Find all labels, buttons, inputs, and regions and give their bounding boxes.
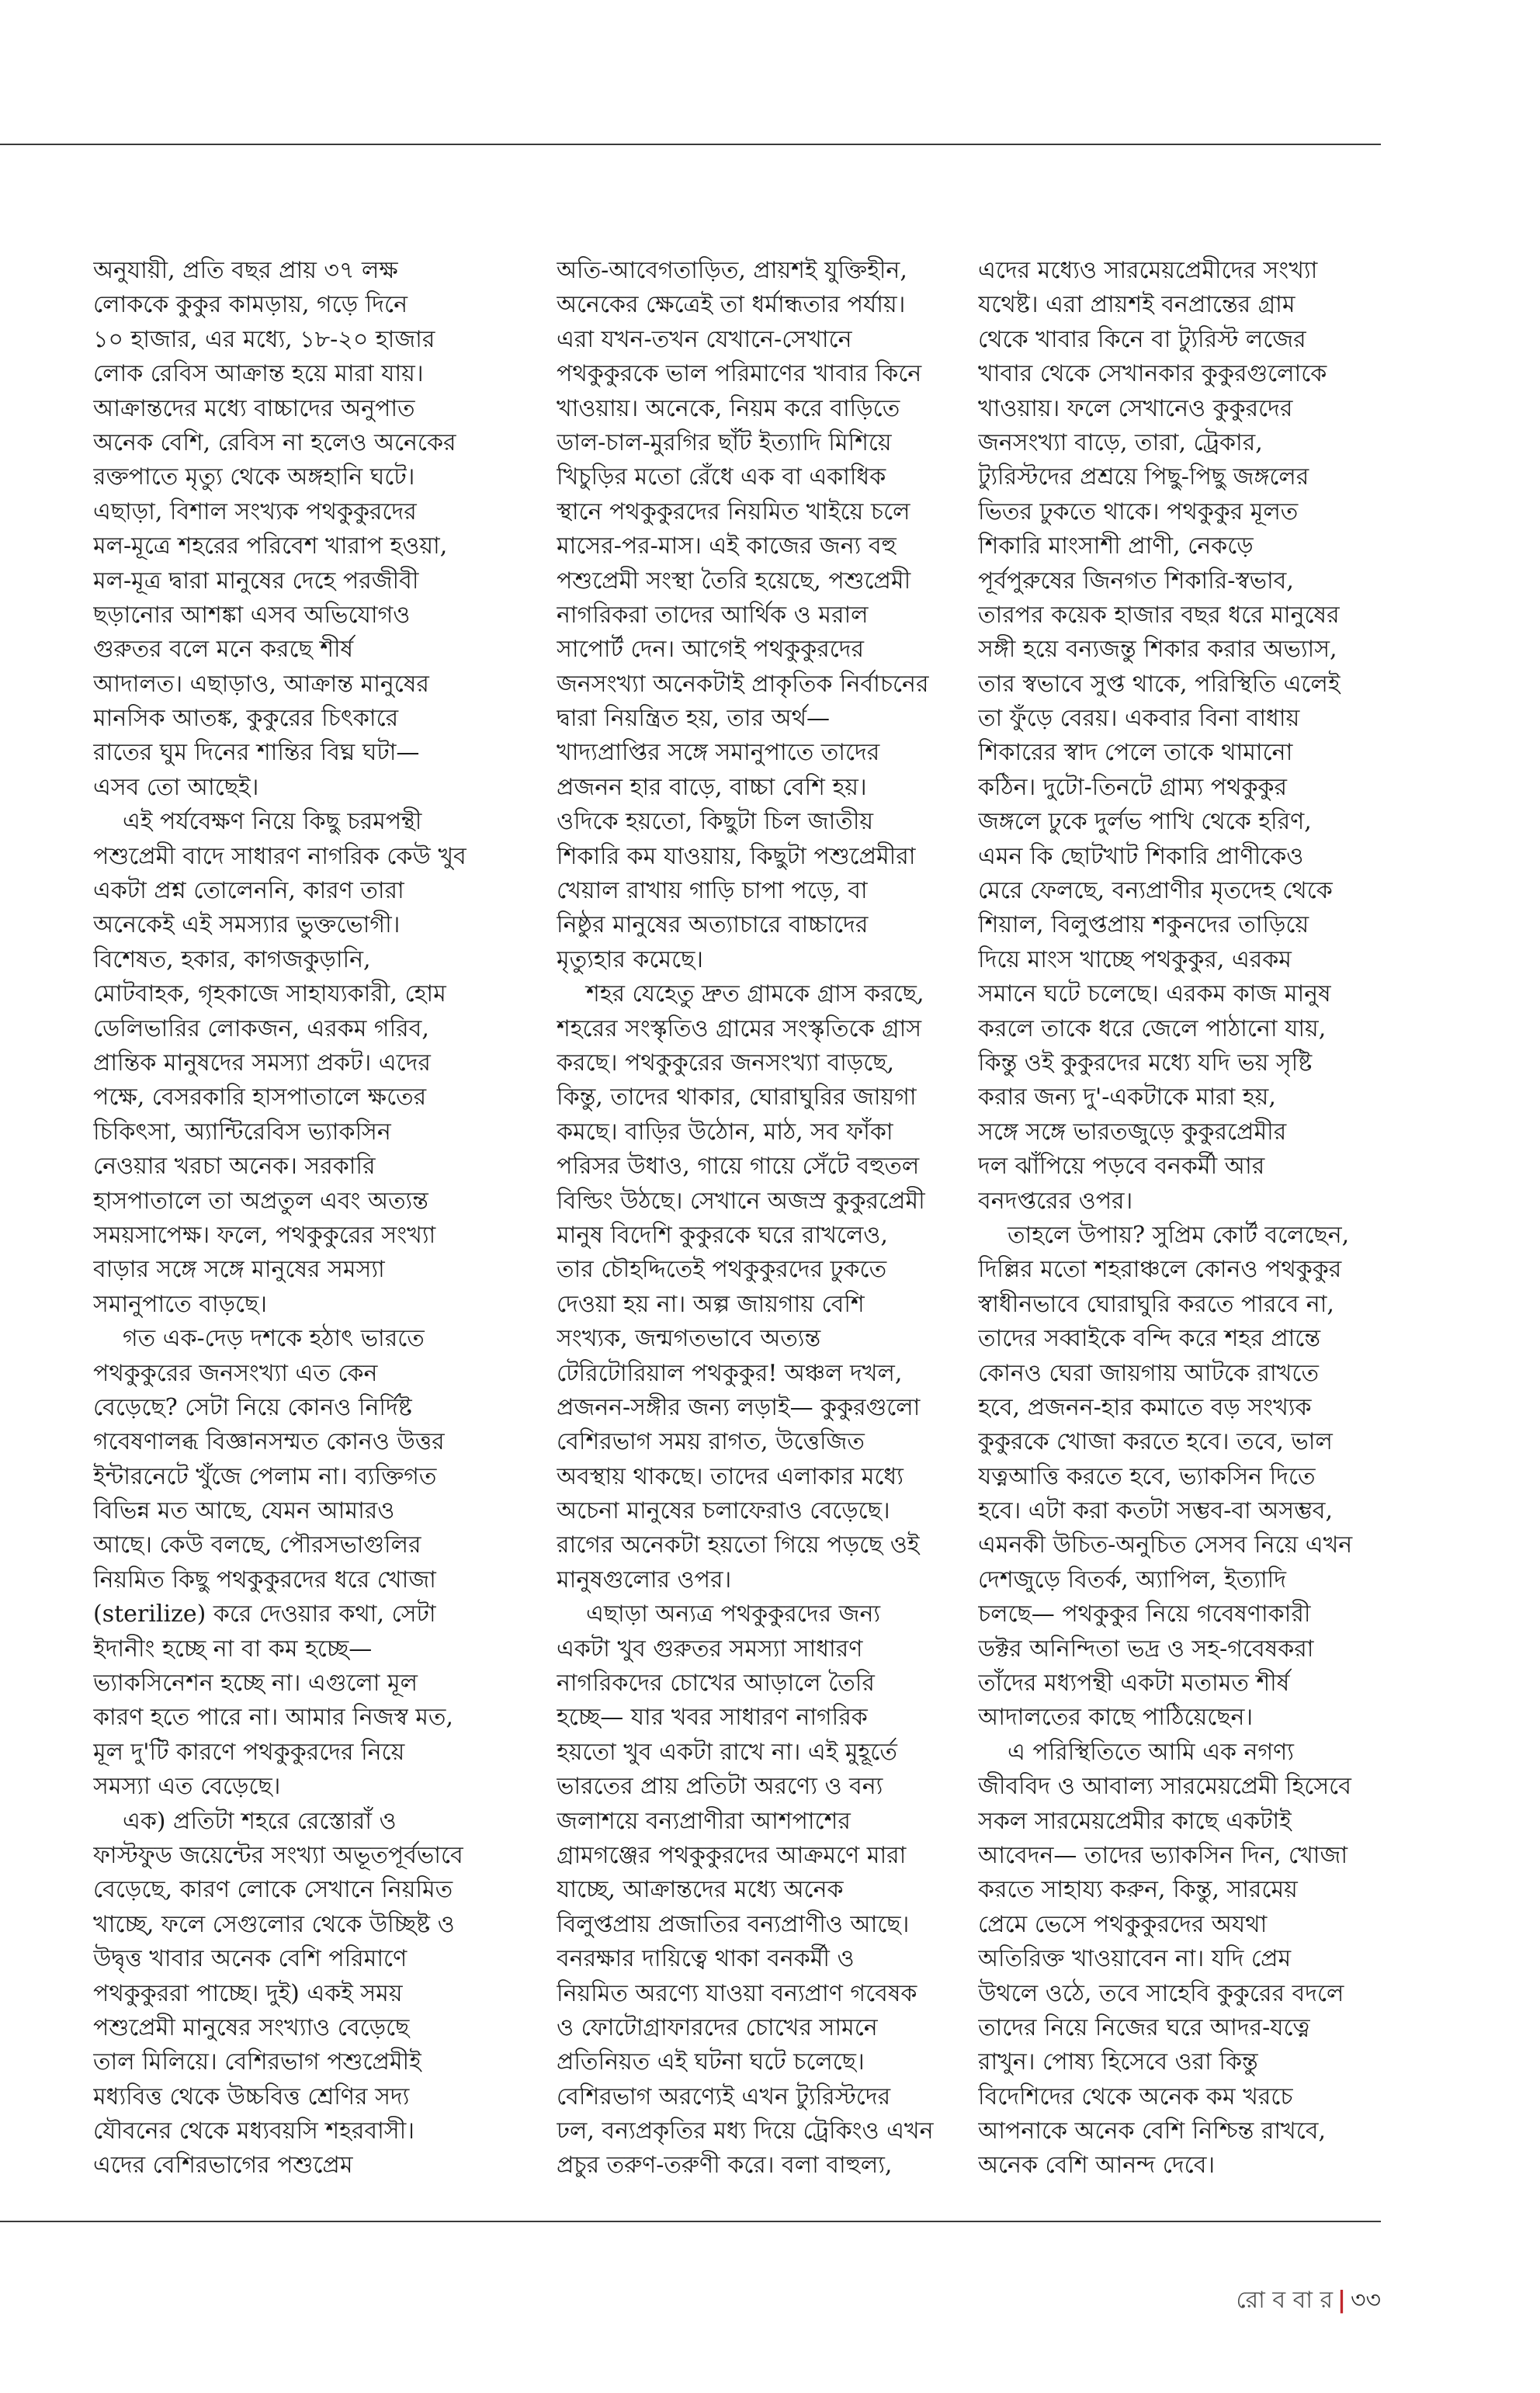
text-line: তাঁদের মধ্যপন্থী একটা মতামত শীর্ষ [978,1670,1290,1698]
text-line: শিকারি কম যাওয়ায়, কিছুটা পশুপ্রেমীরা [557,842,916,870]
text-line: এছাড়া, বিশাল সংখ্যক পথকুকুরদের [93,498,417,525]
text-line: পথকুকুরের জনসংখ্যা এত কেন [93,1359,378,1387]
text-line: ডাল-চাল-মুরগির ছাঁট ইত্যাদি মিশিয়ে [557,428,892,456]
text-line: বাড়ার সঙ্গে সঙ্গে মানুষের সমস্যা [93,1256,385,1284]
text-line: এই পর্যবেক্ষণ নিয়ে কিছু চরমপন্থী [123,808,422,836]
text-line: সকল সারমেয়প্রেমীর কাছে একটাই [978,1807,1292,1835]
text-line: মানুষ বিদেশি কুকুরকে ঘরে রাখলেও, [557,1221,888,1249]
text-line: নেওয়ার খরচা অনেক। সরকারি [93,1153,376,1181]
text-line: যাচ্ছে, আক্রান্তদের মধ্যে অনেক [557,1876,844,1904]
text-line: ইদানীং হচ্ছে না বা কম হচ্ছে— [93,1635,373,1663]
text-line: খাচ্ছে, ফলে সেগুলোর থেকে উচ্ছিষ্ট ও [93,1910,455,1938]
text-line: উথলে ওঠে, তবে সাহেবি কুকুরের বদলে [978,1979,1344,2007]
text-line: গ্রামগঞ্জের পথকুকুরদের আক্রমণে মারা [557,1841,907,1869]
text-line: করতে সাহায্য করুন, কিন্তু, সারমেয় [978,1876,1298,1904]
text-line: আদালতের কাছে পাঠিয়েছেন। [978,1704,1254,1732]
text-line: (sterilize) করে দেওয়ার কথা, সেটা [93,1601,436,1628]
text-line: দিল্লির মতো শহরাঞ্চলে কোনও পথকুকুর [978,1256,1342,1284]
text-line: এমনকী উচিত-অনুচিত সেসব নিয়ে এখন [978,1531,1353,1559]
text-line: দ্বারা নিয়ন্ত্রিত হয়, তার অর্থ— [557,705,831,733]
text-line: তাদের সব্বাইকে বন্দি করে শহর প্রান্তে [978,1325,1321,1353]
text-line: নাগরিকরা তাদের আর্থিক ও মরাল [557,601,869,629]
text-line: কারণ হতে পারে না। আমার নিজস্ব মত, [93,1704,453,1732]
text-line: থেকে খাবার কিনে বা ট্যুরিস্ট লজের [978,325,1306,353]
text-line: নিয়মিত কিছু পথকুকুরদের ধরে খোজা [93,1566,436,1594]
text-line: মেরে ফেলছে, বন্যপ্রাণীর মৃতদেহ থেকে [978,877,1333,905]
text-line: আবেদন— তাদের ভ্যাকসিন দিন, খোজা [978,1841,1348,1869]
text-line: বেড়েছে? সেটা নিয়ে কোনও নির্দিষ্ট [93,1393,412,1421]
text-line: বিল্ডিং উঠছে। সেখানে অজস্র কুকুরপ্রেমী [557,1187,925,1215]
text-line: অনেকের ক্ষেত্রেই তা ধর্মান্ধতার পর্যায়। [557,291,906,319]
text-line: প্রজনন-সঙ্গীর জন্য লড়াই— কুকুরগুলো [557,1393,921,1421]
text-line: ওদিকে হয়তো, কিছুটা চিল জাতীয় [557,808,874,836]
text-line: হবে। এটা করা কতটা সম্ভব-বা অসম্ভব, [978,1497,1334,1525]
top-rule [0,144,1381,145]
text-line: অতি-আবেগতাড়িত, প্রায়শই যুক্তিহীন, [557,257,907,284]
text-column-1 [93,254,512,2187]
bottom-rule [0,2221,1381,2222]
text-line: অনেকেই এই সমস্যার ভুক্তভোগী। [93,911,401,939]
text-line: চলছে— পথকুকুর নিয়ে গবেষণাকারী [978,1601,1311,1628]
text-line: অচেনা মানুষের চলাফেরাও বেড়েছে। [557,1497,890,1525]
text-line: এদের বেশিরভাগের পশুপ্রেম [93,2152,353,2180]
paragraph [557,977,976,1597]
text-line: দল ঝাঁপিয়ে পড়বে বনকর্মী আর [978,1153,1265,1181]
text-line: শহর যেহেতু দ্রুত গ্রামকে গ্রাস করছে, [586,980,924,1008]
page-footer [1236,2284,1381,2318]
text-line: জঙ্গলে ঢুকে দুর্লভ পাখি থেকে হরিণ, [978,808,1312,836]
text-line: দেওয়া হয় না। অল্প জায়গায় বেশি [557,1290,865,1318]
paragraph [93,1805,512,2183]
text-line: পশুপ্রেমী বাদে সাধারণ নাগরিক কেউ খুব [93,842,467,870]
paragraph [978,1219,1389,1736]
text-line: পশুপ্রেমী মানুষের সংখ্যাও বেড়েছে [93,2013,410,2041]
text-line: এরা যখন-তখন যেখানে-সেখানে [557,325,852,353]
text-line: রাতের ঘুম দিনের শান্তির বিঘ্ন ঘটা— [93,739,420,767]
text-line: বিভিন্ন মত আছে, যেমন আমারও [93,1497,395,1525]
text-line: অনেক বেশি, রেবিস না হলেও অনেকের [93,428,456,456]
text-line: প্রচুর তরুণ-তরুণী করে। বলা বাহুল্য, [557,2152,893,2180]
text-line: প্রজনন হার বাড়ে, বাচ্চা বেশি হয়। [557,773,867,801]
text-line: মানুষগুলোর ওপর। [557,1566,732,1594]
text-line: ভিতর ঢুকতে থাকে। পথকুকুর মূলত [978,498,1299,525]
text-line: সাপোর্ট দেন। আগেই পথকুকুরদের [557,636,865,664]
text-line: নিষ্ঠুর মানুষের অত্যাচারে বাচ্চাদের [557,911,869,939]
text-line: ১০ হাজার, এর মধ্যে, ১৮-২০ হাজার [93,325,435,353]
text-line: ইন্টারনেটে খুঁজে পেলাম না। ব্যক্তিগত [93,1462,437,1490]
text-line: টেরিটোরিয়াল পথকুকুর! অঞ্চল দখল, [557,1359,903,1387]
text-line: মল-মূত্রে শহরের পরিবেশ খারাপ হওয়া, [93,532,448,560]
text-line: এমন কি ছোটখাট শিকারি প্রাণীকেও [978,842,1304,870]
text-line: সমানুপাতে বাড়ছে। [93,1290,268,1318]
text-line: জীববিদ ও আবাল্য সারমেয়প্রেমী হিসেবে [978,1773,1351,1801]
page-number: ৩৩ [1350,2287,1381,2314]
text-line: জনসংখ্যা অনেকটাই প্রাকৃতিক নির্বাচনের [557,670,929,698]
text-line: কমছে। বাড়ির উঠোন, মাঠ, সব ফাঁকা [557,1118,893,1146]
text-line: রাখুন। পোষ্য হিসেবে ওরা কিন্তু [978,2048,1258,2076]
text-line: দেশজুড়ে বিতর্ক, অ্যাপিল, ইত্যাদি [978,1566,1286,1594]
paragraph [978,254,1389,1219]
text-line: আপনাকে অনেক বেশি নিশ্চিন্ত রাখবে, [978,2117,1327,2145]
paragraph [93,1322,512,1804]
text-line: হাসপাতালে তা অপ্রতুল এবং অত্যন্ত [93,1187,428,1215]
text-line: জলাশয়ে বন্যপ্রাণীরা আশপাশের [557,1807,851,1835]
text-line: চিকিৎসা, অ্যান্টিরেবিস ভ্যাকসিন [93,1118,391,1146]
text-line: উদ্বৃত্ত খাবার অনেক বেশি পরিমাণে [93,1945,408,1973]
text-line: আক্রান্তদের মধ্যে বাচ্চাদের অনুপাত [93,394,415,422]
text-line: দিয়ে মাংস খাচ্ছে পথকুকুর, এরকম [978,945,1292,973]
text-line: পথকুকুরকে ভাল পরিমাণের খাবার কিনে [557,360,922,388]
text-line: করলে তাকে ধরে জেলে পাঠানো যায়, [978,1014,1327,1042]
text-line: সঙ্গী হয়ে বন্যজন্তু শিকার করার অভ্যাস, [978,636,1337,664]
text-line: প্রতিনিয়ত এই ঘটনা ঘটে চলেছে। [557,2048,865,2076]
text-line: ছড়ানোর আশঙ্কা এসব অভিযোগও [93,601,411,629]
text-line: তার স্বভাবে সুপ্ত থাকে, পরিস্থিতি এলেই [978,670,1341,698]
text-line: শিয়াল, বিলুপ্তপ্রায় শকুনদের তাড়িয়ে [978,911,1309,939]
text-line: মূল দু'টি কারণে পথকুকুরদের নিয়ে [93,1738,405,1766]
text-line: একটা খুব গুরুতর সমস্যা সাধারণ [557,1635,863,1663]
text-line: রাগের অনেকটা হয়তো গিয়ে পড়ছে ওই [557,1531,920,1559]
text-line: আছে। কেউ বলছে, পৌরসভাগুলির [93,1531,421,1559]
text-line: এক) প্রতিটা শহরে রেস্তোরাঁ ও [123,1807,397,1835]
text-line: মধ্যবিত্ত থেকে উচ্চবিত্ত শ্রেণির সদ্য [93,2083,410,2110]
text-line: সমস্যা এত বেড়েছে। [93,1773,281,1801]
text-line: মৃত্যুহার কমেছে। [557,945,704,973]
text-line: হচ্ছে— যার খবর সাধারণ নাগরিক [557,1704,868,1732]
text-column-3 [978,254,1389,2187]
text-line: হবে, প্রজনন-হার কমাতে বড় সংখ্যক [978,1393,1312,1421]
text-line: ফাস্টফুড জয়েন্টের সংখ্যা অভূতপূর্বভাবে [93,1841,463,1869]
text-line: অতিরিক্ত খাওয়াবেন না। যদি প্রেম [978,1945,1292,1973]
text-line: শিকারি মাংসাশী প্রাণী, নেকড়ে [978,532,1254,560]
text-line: শিকারের স্বাদ পেলে তাকে থামানো [978,739,1293,767]
text-line: যৌবনের থেকে মধ্যবয়সি শহরবাসী। [93,2117,414,2145]
text-line: নিয়মিত অরণ্যে যাওয়া বন্যপ্রাণ গবেষক [557,1979,917,2007]
text-line: গুরুতর বলে মনে করছে শীর্ষ [93,636,354,664]
text-line: লোককে কুকুর কামড়ায়, গড়ে দিনে [93,291,408,319]
paragraph [93,254,512,805]
text-line: স্থানে পথকুকুরদের নিয়মিত খাইয়ে চলে [557,498,910,525]
text-line: লোক রেবিস আক্রান্ত হয়ে মারা যায়। [93,360,424,388]
text-line: ট্যুরিস্টদের প্রশ্রয়ে পিছু-পিছু জঙ্গলের [978,463,1309,491]
paragraph [93,805,512,1322]
text-line: শহরের সংস্কৃতিও গ্রামের সংস্কৃতিকে গ্রাস [557,1014,922,1042]
text-line: করছে। পথকুকুরের জনসংখ্যা বাড়ছে, [557,1049,895,1077]
footer-separator: | [1337,2287,1346,2314]
paragraph [978,1736,1389,2183]
text-line: আদালত। এছাড়াও, আক্রান্ত মানুষের [93,670,429,698]
text-line: খাদ্যপ্রাপ্তির সঙ্গে সমানুপাতে তাদের [557,739,880,767]
text-line: স্বাধীনভাবে ঘোরাঘুরি করতে পারবে না, [978,1290,1334,1318]
text-line: কিন্তু ওই কুকুরদের মধ্যে যদি ভয় সৃষ্টি [978,1049,1313,1077]
text-line: পরিসর উধাও, গায়ে গায়ে সেঁটে বহুতল [557,1153,920,1181]
text-line: মানসিক আতঙ্ক, কুকুরের চিৎকারে [93,705,399,733]
text-line: জনসংখ্যা বাড়ে, তারা, ট্রেকার, [978,428,1263,456]
text-line: বিদেশিদের থেকে অনেক কম খরচে [978,2083,1293,2110]
text-line: বিশেষত, হকার, কাগজকুড়ানি, [93,945,371,973]
text-line: গত এক-দেড় দশকে হঠাৎ ভারতে [123,1325,425,1353]
text-line: এসব তো আছেই। [93,773,259,801]
text-line: বেশিরভাগ অরণ্যেই এখন ট্যুরিস্টদের [557,2083,891,2110]
text-line: খেয়াল রাখায় গাড়ি চাপা পড়ে, বা [557,877,868,905]
text-line: কঠিন। দুটো-তিনটে গ্রাম্য পথকুকুর [978,773,1288,801]
text-line: বেশিরভাগ সময় রাগত, উত্তেজিত [557,1428,865,1456]
text-line: ডক্টর অনিন্দিতা ভদ্র ও সহ-গবেষকরা [978,1635,1314,1663]
text-line: ঢল, বন্যপ্রকৃতির মধ্য দিয়ে ট্রেকিংও এখন [557,2117,934,2145]
text-line: তা ফুঁড়ে বেরয়। একবার বিনা বাধায় [978,705,1300,733]
text-line: পক্ষে, বেসরকারি হাসপাতালে ক্ষতের [93,1084,427,1112]
text-line: অনেক বেশি আনন্দ দেবে। [978,2152,1216,2180]
text-line: তাদের নিয়ে নিজের ঘরে আদর-যত্নে [978,2013,1310,2041]
text-line: যত্নআত্তি করতে হবে, ভ্যাকসিন দিতে [978,1462,1316,1490]
text-line: কোনও ঘেরা জায়গায় আটকে রাখতে [978,1359,1319,1387]
text-line: ভ্যাকসিনেশন হচ্ছে না। এগুলো মূল [93,1670,418,1698]
text-line: অনুযায়ী, প্রতি বছর প্রায় ৩৭ লক্ষ [93,257,398,284]
text-line: পথকুকুররা পাচ্ছে। দুই) একই সময় [93,1979,403,2007]
text-line: রক্তপাতে মৃত্যু থেকে অঙ্গহানি ঘটে। [93,463,415,491]
text-line: একটা প্রশ্ন তোলেননি, কারণ তারা [93,877,404,905]
text-line: তাল মিলিয়ে। বেশিরভাগ পশুপ্রেমীই [93,2048,421,2076]
text-line: তার চৌহদ্দিতেই পথকুকুরদের ঢুকতে [557,1256,887,1284]
text-line: সমানে ঘটে চলেছে। এরকম কাজ মানুষ [978,980,1331,1008]
text-line: মাসের-পর-মাস। এই কাজের জন্য বহু [557,532,897,560]
text-line: মোটবাহক, গৃহকাজে সাহায্যকারী, হোম [93,980,446,1008]
text-line: অবস্থায় থাকছে। তাদের এলাকার মধ্যে [557,1462,904,1490]
text-line: নাগরিকদের চোখের আড়ালে তৈরি [557,1670,875,1698]
text-line: হয়তো খুব একটা রাখে না। এই মুহূর্তে [557,1738,897,1766]
text-line: করার জন্য দু'-একটাকে মারা হয়, [978,1084,1276,1112]
text-line: প্রান্তিক মানুষদের সমস্যা প্রকট। এদের [93,1049,431,1077]
text-line: পূর্বপুরুষের জিনগত শিকারি-স্বভাব, [978,567,1294,595]
text-line: এ পরিস্থিতিতে আমি এক নগণ্য [1008,1738,1294,1766]
text-line: প্রেমে ভেসে পথকুকুরদের অযথা [978,1910,1268,1938]
text-line: সঙ্গে সঙ্গে ভারতজুড়ে কুকুরপ্রেমীর [978,1118,1287,1146]
text-line: খাওয়ায়। ফলে সেখানেও কুকুরদের [978,394,1293,422]
text-line: তাহলে উপায়? সুপ্রিম কোর্ট বলেছেন, [1008,1221,1350,1249]
text-line: যথেষ্ট। এরা প্রায়শই বনপ্রান্তের গ্রাম [978,291,1295,319]
text-line: সময়সাপেক্ষ। ফলে, পথকুকুরের সংখ্যা [93,1221,436,1249]
text-line: ডেলিভারির লোকজন, এরকম গরিব, [93,1014,429,1042]
text-line: খাওয়ায়। অনেকে, নিয়ম করে বাড়িতে [557,394,900,422]
paragraph [557,254,976,977]
text-line: পশুপ্রেমী সংস্থা তৈরি হয়েছে, পশুপ্রেমী [557,567,911,595]
text-line: গবেষণালব্ধ বিজ্ঞানসম্মত কোনও উত্তর [93,1428,445,1456]
text-line: ও ফোটোগ্রাফারদের চোখের সামনে [557,2013,878,2041]
text-line: সংখ্যক, জন্মগতভাবে অত্যন্ত [557,1325,821,1353]
paragraph [557,1597,976,2183]
text-column-2 [557,254,976,2187]
text-line: খাবার থেকে সেখানকার কুকুরগুলোকে [978,360,1327,388]
text-line: মল-মূত্র দ্বারা মানুষের দেহে পরজীবী [93,567,419,595]
text-line: তারপর কয়েক হাজার বছর ধরে মানুষের [978,601,1340,629]
text-line: ভারতের প্রায় প্রতিটা অরণ্যে ও বন্য [557,1773,883,1801]
text-line: বনদপ্তরের ওপর। [978,1187,1133,1215]
text-line: বিলুপ্তপ্রায় প্রজাতির বন্যপ্রাণীও আছে। [557,1910,910,1938]
text-line: এছাড়া অন্যত্র পথকুকুরদের জন্য [586,1601,881,1628]
text-line: এদের মধ্যেও সারমেয়প্রেমীদের সংখ্যা [978,257,1318,284]
magazine-name: রো ব বা র [1236,2287,1334,2314]
text-line: কিন্তু, তাদের থাকার, ঘোরাঘুরির জায়গা [557,1084,917,1112]
text-line: বনরক্ষার দায়িত্বে থাকা বনকর্মী ও [557,1945,855,1973]
text-line: বেড়েছে, কারণ লোকে সেখানে নিয়মিত [93,1876,453,1904]
text-line: কুকুরকে খোজা করতে হবে। তবে, ভাল [978,1428,1333,1456]
text-line: খিচুড়ির মতো রেঁধে এক বা একাধিক [557,463,886,491]
